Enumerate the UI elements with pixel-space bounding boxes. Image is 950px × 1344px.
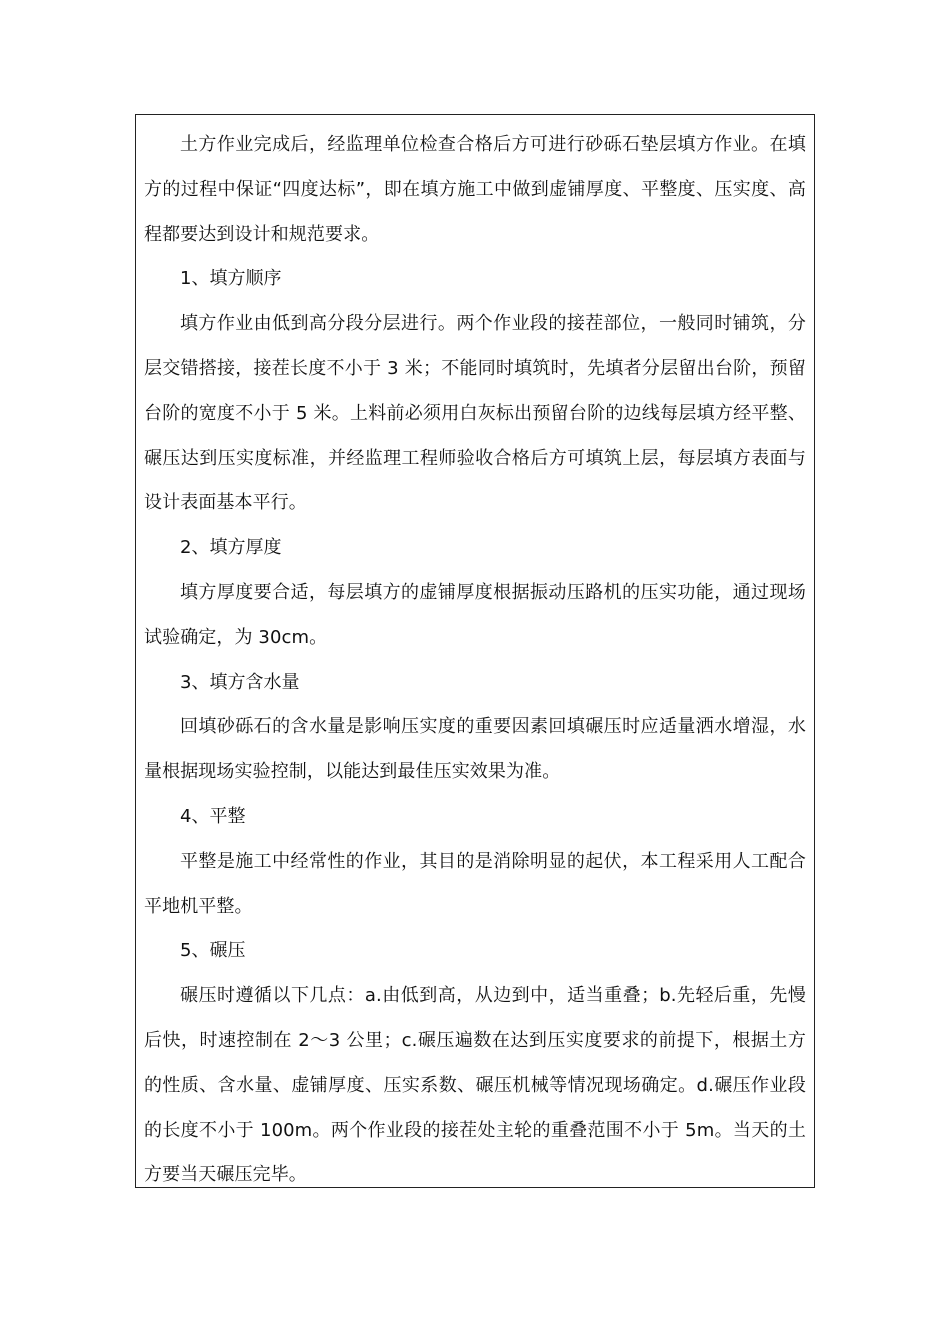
heading-fill-thickness: 2、填方厚度: [180, 537, 282, 559]
paragraph-compaction: 碾压时遵循以下几点：a.由低到高，从边到中，适当重叠；b.先轻后重，先慢后快，时速控制在 2～3 公里；c.碾压遍数在达到压实度要求的前提下，根据土方的性质、含水量、虚铺厚度、压实系数、碾压机械等情况现场确定。d.碾压作业段的长度不小于 100m。两个作业段的接茬处主轮的重叠范围不小于 5m。当天的土方要当天碾压完毕。: [144, 985, 806, 1186]
heading-compaction: 5、碾压: [180, 940, 246, 962]
heading-fill-sequence: 1、填方顺序: [180, 268, 282, 290]
paragraph-leveling: 平整是施工中经常性的作业，其目的是消除明显的起伏，本工程采用人工配合平地机平整。: [144, 850, 806, 917]
paragraph-moisture-content: 回填砂砾石的含水量是影响压实度的重要因素回填碾压时应适量洒水增湿，水量根据现场实验控制，以能达到最佳压实效果为准。: [144, 716, 806, 783]
paragraph-intro: 土方作业完成后，经监理单位检查合格后方可进行砂砾石垫层填方作业。在填方的过程中保证“四度达标”，即在填方施工中做到虚铺厚度、平整度、压实度、高程都要达到设计和规范要求。: [144, 134, 806, 245]
heading-moisture-content: 3、填方含水量: [180, 671, 300, 693]
paragraph-fill-sequence: 填方作业由低到高分段分层进行。两个作业段的接茬部位，一般同时铺筑，分层交错搭接，接茬长度不小于 3 米；不能同时填筑时，先填者分层留出台阶，预留台阶的宽度不小于 5 米。上料前必须用白灰标出预留台阶的边线每层填方经平整、碾压达到压实度标准，并经监理工程师验收合格后方可填筑上层，每层填方表面与设计表面基本平行。: [144, 313, 806, 514]
heading-leveling: 4、平整: [180, 805, 246, 827]
document-table-cell: [135, 114, 815, 1188]
paragraph-fill-thickness: 填方厚度要合适，每层填方的虚铺厚度根据振动压路机的压实功能，通过现场试验确定，为 30cm。: [144, 581, 806, 648]
